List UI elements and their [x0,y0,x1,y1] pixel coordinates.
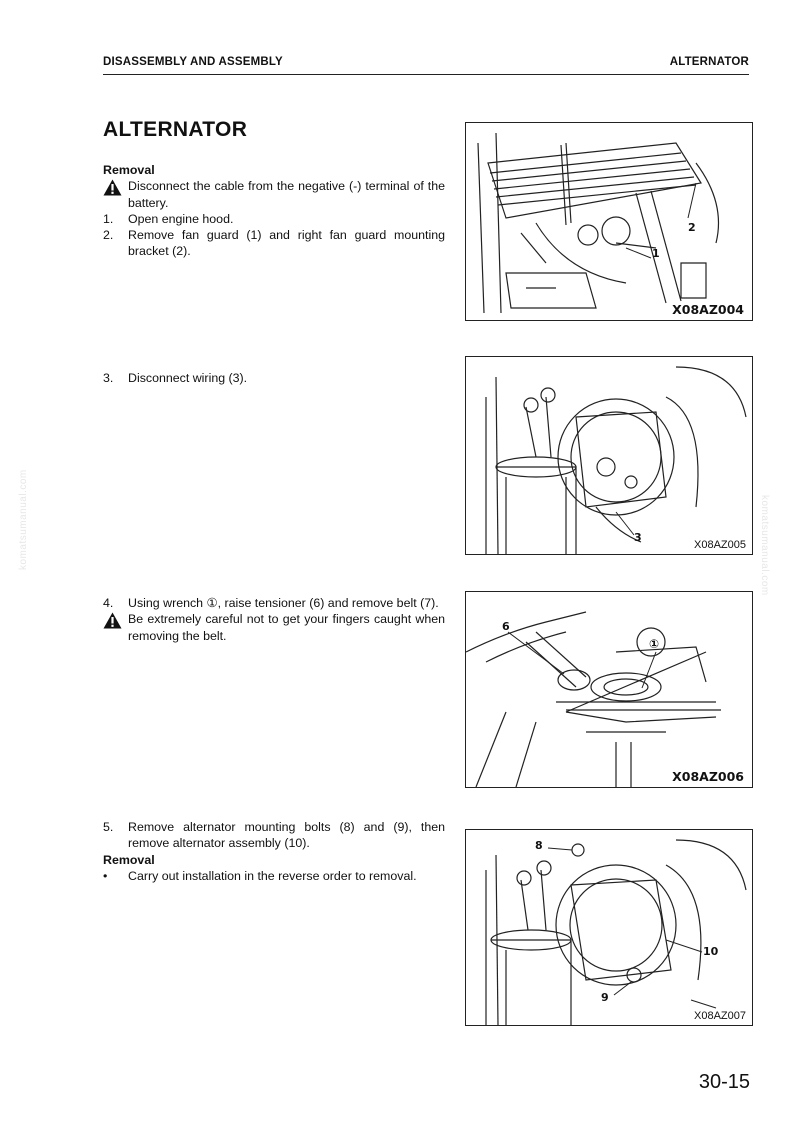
figure-wiring [465,356,753,555]
warning-icon [103,612,122,629]
wiring-illustration [466,357,752,554]
step-4-number: 4. [103,596,114,610]
installation-heading: Removal [103,852,155,867]
topic-title: ALTERNATOR [669,56,749,68]
figure-belt-tensioner [465,591,753,788]
figure-label: X08AZ004 [672,302,744,317]
figure-label: X08AZ005 [694,539,746,551]
page-number: 30-15 [698,1071,750,1093]
removal-steps-1-2 [103,162,445,260]
section-title: DISASSEMBLY AND ASSEMBLY [103,56,283,68]
callout-10: 10 [703,945,719,958]
removal-step-4 [103,595,445,644]
installation-text: Carry out installation in the reverse order to removal. [128,868,417,883]
removal-heading: Removal [103,163,155,177]
figure-alternator-mounting [465,829,753,1026]
warning-fingers [103,611,445,644]
callout-wrench: ① [649,637,660,651]
bullet-icon: • [103,868,108,883]
alternator-mounting-illustration [466,830,752,1025]
step-3 [103,370,445,386]
warning-battery-text: Disconnect the cable from the negative (-) terminal of the battery. [128,179,445,210]
figure-label: X08AZ006 [672,769,744,784]
callout-2: 2 [688,221,696,234]
step-5-number: 5. [103,820,114,834]
warning-fingers-text: Be extremely careful not to get your fingers caught when removing the belt. [128,612,445,643]
page-header [103,54,749,75]
step-4 [103,595,445,611]
step-2-number: 2. [103,228,114,243]
watermark-right: komatsumanual.com [759,495,770,596]
step-5 [103,819,445,852]
callout-6: 6 [502,620,510,633]
step-1-text: Open engine hood. [128,211,234,226]
removal-step-5-installation [103,819,445,884]
callout-9: 9 [601,991,609,1004]
callout-8: 8 [535,839,543,852]
step-4-text: Using wrench ①, raise tensioner (6) and remove belt (7). [128,596,439,610]
callout-1: 1 [652,247,660,260]
step-3-number: 3. [103,371,114,385]
installation-item [103,868,445,884]
fan-guard-illustration [466,123,752,320]
step-3-text: Disconnect wiring (3). [128,371,248,385]
step-2-text: Remove fan guard (1) and right fan guard mounting bracket (2). [128,228,445,259]
warning-icon [103,179,122,196]
step-1-number: 1. [103,211,114,226]
step-2 [103,227,445,260]
callout-3: 3 [634,531,642,544]
figure-fan-guard [465,122,753,321]
step-1 [103,211,445,227]
figure-label: X08AZ007 [694,1010,746,1022]
removal-step-3 [103,370,445,386]
step-5-text: Remove alternator mounting bolts (8) and (9), then remove alternator assembly (10). [128,820,445,851]
warning-battery [103,178,445,211]
page-title: ALTERNATOR [103,118,248,141]
watermark-left: komatsumanual.com [18,469,29,570]
